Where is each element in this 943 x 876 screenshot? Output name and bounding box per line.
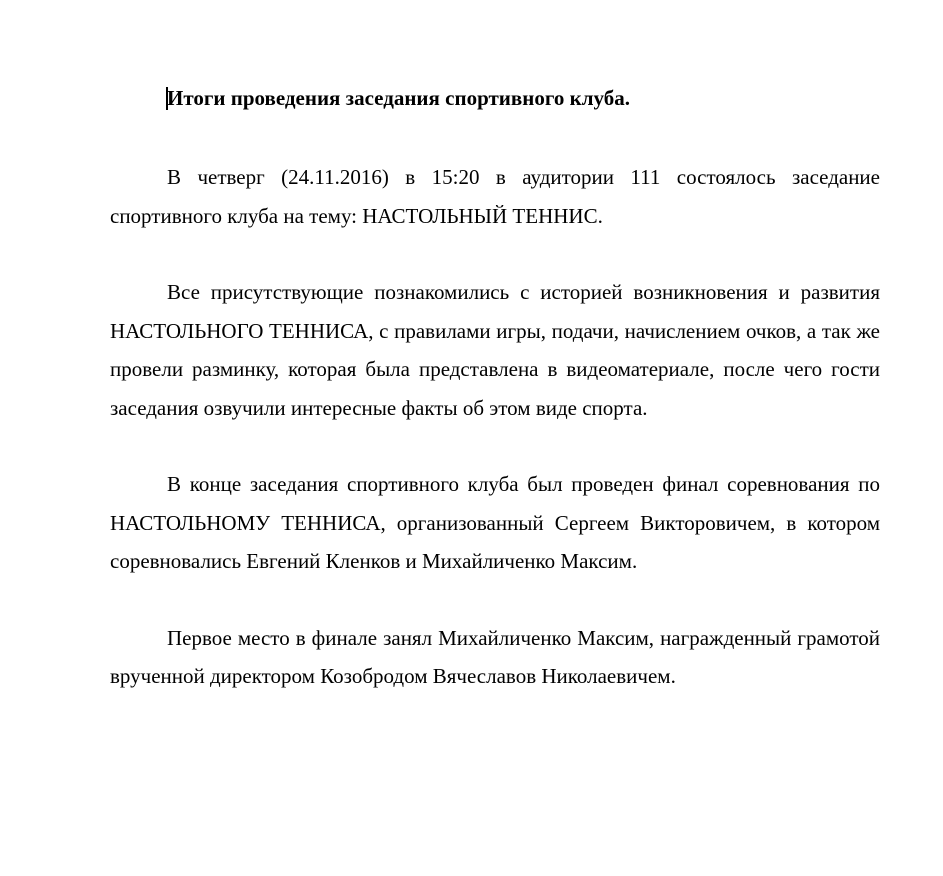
paragraph-final: В конце заседания спортивного клуба был проведен финал соревнования по НАСТОЛЬНОМУ ТЕННИСА, организованный Сергеем Викторовичем, в котором соревновались Евгений Кленков и Михайличенко Максим. (110, 472, 880, 573)
paragraph-activities: Все присутствующие познакомились с историей возникновения и развития НАСТОЛЬНОГО ТЕННИСА, с правилами игры, подачи, начислением очков, а так же провели разминку, которая была представлена в видеоматериале, после чего гости заседания озвучили интересные факты об этом виде спорта. (110, 280, 880, 420)
text-cursor (166, 87, 168, 110)
document-title-line (110, 82, 880, 115)
paragraph-winner: Первое место в финале занял Михайличенко Максим, награжденный грамотой врученной директором Козобродом Вячеславов Николаевичем. (110, 625, 880, 688)
document-body[interactable] (110, 82, 880, 696)
document-title: Итоги проведения заседания спортивного клуба. (167, 86, 630, 110)
paragraph-meeting-info: В четверг (24.11.2016) в 15:20 в аудитории 111 состоялось заседание спортивного клуба на тему: НАСТОЛЬНЫЙ ТЕННИС. (110, 165, 880, 228)
